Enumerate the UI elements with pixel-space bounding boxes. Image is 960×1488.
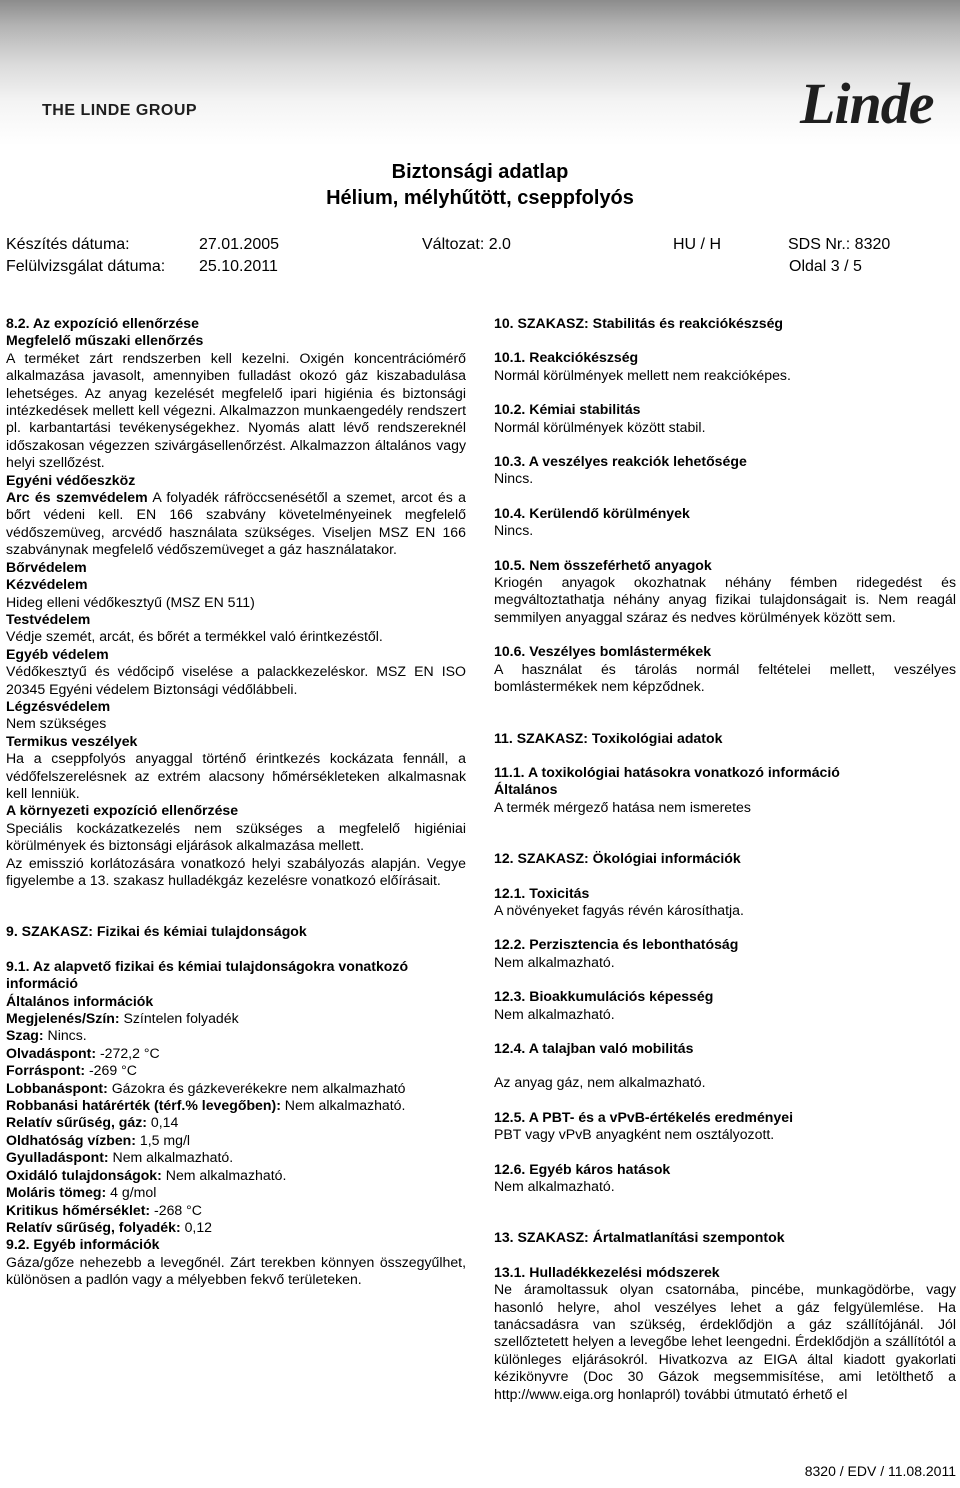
section-10-6-text: A használat és tárolás normál feltételei mellett, veszélyes bomlástermékek nem képződnek. [494,660,956,695]
property-row [6,1167,466,1184]
property-label: Lobbanáspont: [6,1079,108,1096]
environmental-exposure-title: A környezeti expozíció ellenőrzése [6,802,239,819]
section-12-1-title: 12.1. Toxicitás [494,884,590,901]
property-row [6,1132,466,1149]
section-9-1-title: 9.1. Az alapvető fizikai és kémiai tulajdonságokra vonatkozó információ [6,957,409,992]
property-label: Oxidáló tulajdonságok: [6,1166,162,1183]
section-10-1-text: Normál körülmények mellett nem reakcióképes. [494,366,791,383]
section-12-5-text: PBT vagy vPvB anyagként nem osztályozott. [494,1126,775,1143]
section-11-title: 11. SZAKASZ: Toxikológiai adatok [494,729,723,746]
body-protection-text: Védje szemét, arcát, és bőrét a termékkel való érintkezéstől. [6,628,383,645]
section-13-1-title: 13.1. Hulladékkezelési módszerek [494,1263,720,1280]
section-12-3-text: Nem alkalmazható. [494,1005,615,1022]
document-subtitle: Hélium, mélyhűtött, cseppfolyós [326,187,634,209]
section-9-title: 9. SZAKASZ: Fizikai és kémiai tulajdonságok [6,923,307,940]
property-label: Forráspont: [6,1062,86,1079]
section-12-1-text: A növényeket fagyás révén károsíthatja. [494,901,744,918]
property-label: Moláris tömeg: [6,1184,107,1201]
property-value: Nem alkalmazható. [161,1166,287,1183]
eye-protection [6,489,466,559]
section-12-title: 12. SZAKASZ: Ökológiai információk [494,850,741,867]
property-label: Olvadáspont: [6,1044,97,1061]
property-row [6,1202,466,1219]
property-row [6,1062,466,1079]
section-12-4-text: Az anyag gáz, nem alkalmazható. [494,1074,706,1091]
environmental-exposure-text: Speciális kockázatkezelés nem szükséges a megfelelő higiéniai körülmények és biztonsági eljárások alkalmazása mellett. [6,819,466,854]
property-value: 0,12 [180,1218,213,1235]
property-row [6,1114,466,1131]
right-column [494,315,956,1403]
linde-logo: Linde [800,71,934,136]
engineering-controls-title: Megfelelő műszaki ellenőrzés [6,332,204,349]
respiratory-protection-text: Nem szükséges [6,715,107,732]
section-10-3-text: Nincs. [494,470,534,487]
section-10-3-title: 10.3. A veszélyes reakciók lehetősége [494,453,747,470]
section-11-1-subtitle: Általános [494,781,558,798]
footer-code: 8320 / EDV / 11.08.2011 [804,1463,956,1479]
section-12-6-title: 12.6. Egyéb káros hatások [494,1160,671,1177]
section-8-2-title: 8.2. Az expozíció ellenőrzése [6,315,199,331]
eye-protection-label: Arc és szemvédelem [6,489,148,506]
property-label: Kritikus hőmérséklet: [6,1201,151,1218]
ppe-title: Egyéni védőeszköz [6,471,136,488]
thermal-hazards-title: Termikus veszélyek [6,732,138,749]
respiratory-protection-title: Légzésvédelem [6,697,111,714]
section-10-4-text: Nincs. [494,522,534,539]
section-10-5-title: 10.5. Nem összeférhető anyagok [494,556,712,573]
left-column [6,315,466,1289]
body-protection-title: Testvédelem [6,610,91,627]
property-value: Gázokra és gázkeverékekre nem alkalmazható [107,1079,406,1096]
property-value: Nem alkalmazható. [108,1149,234,1166]
property-value: 4 g/mol [106,1184,157,1201]
property-value: 0,14 [146,1114,179,1131]
section-12-4-title: 12.4. A talajban való mobilitás [494,1039,694,1056]
property-row [6,1027,466,1044]
section-12-3-title: 12.3. Bioakkumulációs képesség [494,988,714,1005]
engineering-controls-text: A terméket zárt rendszerben kell kezelni. Oxigén koncentrációmérő alkalmazása javasolt, amennyiben fulladást okozó gáz kiszabadulása lehetséges. Az anyag kezelését megfelelő ipari higiénia és biztonsági intézkedések mellett kell végezni. Alkalmazzon munkaengedély rendszert pl. karbantartási tevékenységekhez. Nyomás alatt lévő rendszereknél időszakosan végezzen szivárgásellenőrzést. Alkalmazzon általános vagy helyi szellőzést. [6,349,466,471]
section-9-2-title: 9.2. Egyéb információk [6,1236,160,1253]
property-value: -269 °C [85,1062,137,1079]
property-value: -272,2 °C [96,1044,160,1061]
other-protection-title: Egyéb védelem [6,645,109,662]
section-12-2-text: Nem alkalmazható. [494,953,615,970]
company-name: THE LINDE GROUP [42,102,198,119]
created-label: Készítés dátuma: [6,236,130,253]
property-label: Robbanási határérték (térf.% levegőben): [6,1097,281,1114]
property-value: Nincs. [43,1027,87,1044]
section-12-6-text: Nem alkalmazható. [494,1178,615,1194]
properties-list [6,1010,466,1236]
property-label: Relatív sűrűség, gáz: [6,1114,147,1131]
version: Változat: 2.0 [422,236,511,253]
section-10-2-text: Normál körülmények között stabil. [494,418,706,435]
section-13-1-text: Ne áramoltassuk olyan csatornába, pincébe, munkagödörbe, vagy hasonló helyre, ahol veszélyes lehet a gáz felgyülemlése. Ha tanácsadásra van szükség, érdeklődjön a gáz szállítójánál. Jól szellőztetett helyen a levegőbe lehet leengedni. Érdeklődjön a szállítótól a különleges eljárásokról. Hivatkozva az EIGA által kiadott gyakorlati kézikönyvre (Doc 30 Gázok megsemmisítése, ami letölthető a http://www.eiga.org honlapról) további útmutató érhető el [494,1281,956,1402]
section-9-2-text: Gáza/gőze nehezebb a levegőnél. Zárt terekben könnyen összegyűlhet, különösen a padlón vagy a mélyebben fekvő területeken. [6,1253,466,1288]
other-protection-text: Védőkesztyű és védőcipő viselése a palackkezeléskor. MSZ EN ISO 20345 Egyéni védelem Biztonsági védőlábbeli. [6,663,466,697]
property-row [6,1184,466,1201]
revised-label: Felülvizsgálat dátuma: [6,258,166,275]
hand-protection-title: Kézvédelem [6,576,88,593]
property-label: Oldhatóság vízben: [6,1131,136,1148]
skin-protection-title: Bőrvédelem [6,558,87,575]
general-info-title: Általános információk [6,992,154,1009]
section-13-title: 13. SZAKASZ: Ártalmatlanítási szempontok [494,1229,785,1246]
thermal-hazards-text: Ha a cseppfolyós anyaggal történő érintkezés kockázata fennáll, a védőfelszerelésnek az extrém alacsony hőmérsékleteken alkalmasnak kell lenniük. [6,750,466,801]
section-12-5-title: 12.5. A PBT- és a vPvB-értékelés eredményei [494,1108,794,1125]
property-row [6,1045,466,1062]
property-row [6,1097,466,1114]
section-10-title: 10. SZAKASZ: Stabilitás és reakciókészség [494,315,784,331]
property-row [6,1080,466,1097]
section-10-2-title: 10.2. Kémiai stabilitás [494,401,641,418]
section-10-4-title: 10.4. Kerülendő körülmények [494,504,690,521]
eye-protection-text: A folyadék ráfröccsenésétől a szemet, arcot és a bőrt védeni kell. EN 166 szabvány követelményeinek megfelelő védőszemüveg, arcvédő használata szükséges. Viseljen MSZ EN 166 szabványnak megfelelő védőszemüveget a gáz használatakor. [6,489,466,558]
property-value: -268 °C [150,1201,202,1218]
property-label: Szag: [6,1027,44,1044]
property-value: 1,5 mg/l [136,1131,191,1148]
sds-number: SDS Nr.: 8320 [788,236,891,253]
property-label: Relatív sűrűség, folyadék: [6,1218,181,1235]
property-row [6,1149,466,1166]
property-label: Gyulladáspont: [6,1149,109,1166]
property-value: Nem alkalmazható. [280,1097,406,1114]
property-value: Színtelen folyadék [119,1010,239,1027]
property-row [6,1010,466,1027]
property-row [6,1219,466,1236]
emission-text: Az emisszió korlátozására vonatkozó helyi szabályozás alapján. Vegye figyelembe a 13. szakasz hulladékgáz kezelésre vonatkozó előírásait. [6,854,466,888]
document-title: Biztonsági adatlap [391,161,569,183]
section-10-6-title: 10.6. Veszélyes bomlástermékek [494,643,712,660]
section-11-1-text: A termék mérgező hatása nem ismeretes [494,798,751,815]
section-11-1-title: 11.1. A toxikológiai hatásokra vonatkozó információ [494,763,840,780]
revised-value: 25.10.2011 [199,258,278,275]
hand-protection-text: Hideg elleni védőkesztyű (MSZ EN 511) [6,593,255,610]
section-10-1-title: 10.1. Reakciókészség [494,349,639,366]
created-value: 27.01.2005 [199,236,280,253]
language: HU / H [673,236,721,253]
page-number: Oldal 3 / 5 [789,258,862,275]
property-label: Megjelenés/Szín: [6,1010,120,1027]
section-12-2-title: 12.2. Perzisztencia és lebonthatóság [494,936,739,953]
section-10-5-text: Kriogén anyagok okozhatnak néhány fémben ridegedést és megváltoztathatja néhány anyag fizikai tulajdonságait is. Nem reagál semmilyen anyaggal száraz és nedves körülmények között sem. [494,574,956,625]
